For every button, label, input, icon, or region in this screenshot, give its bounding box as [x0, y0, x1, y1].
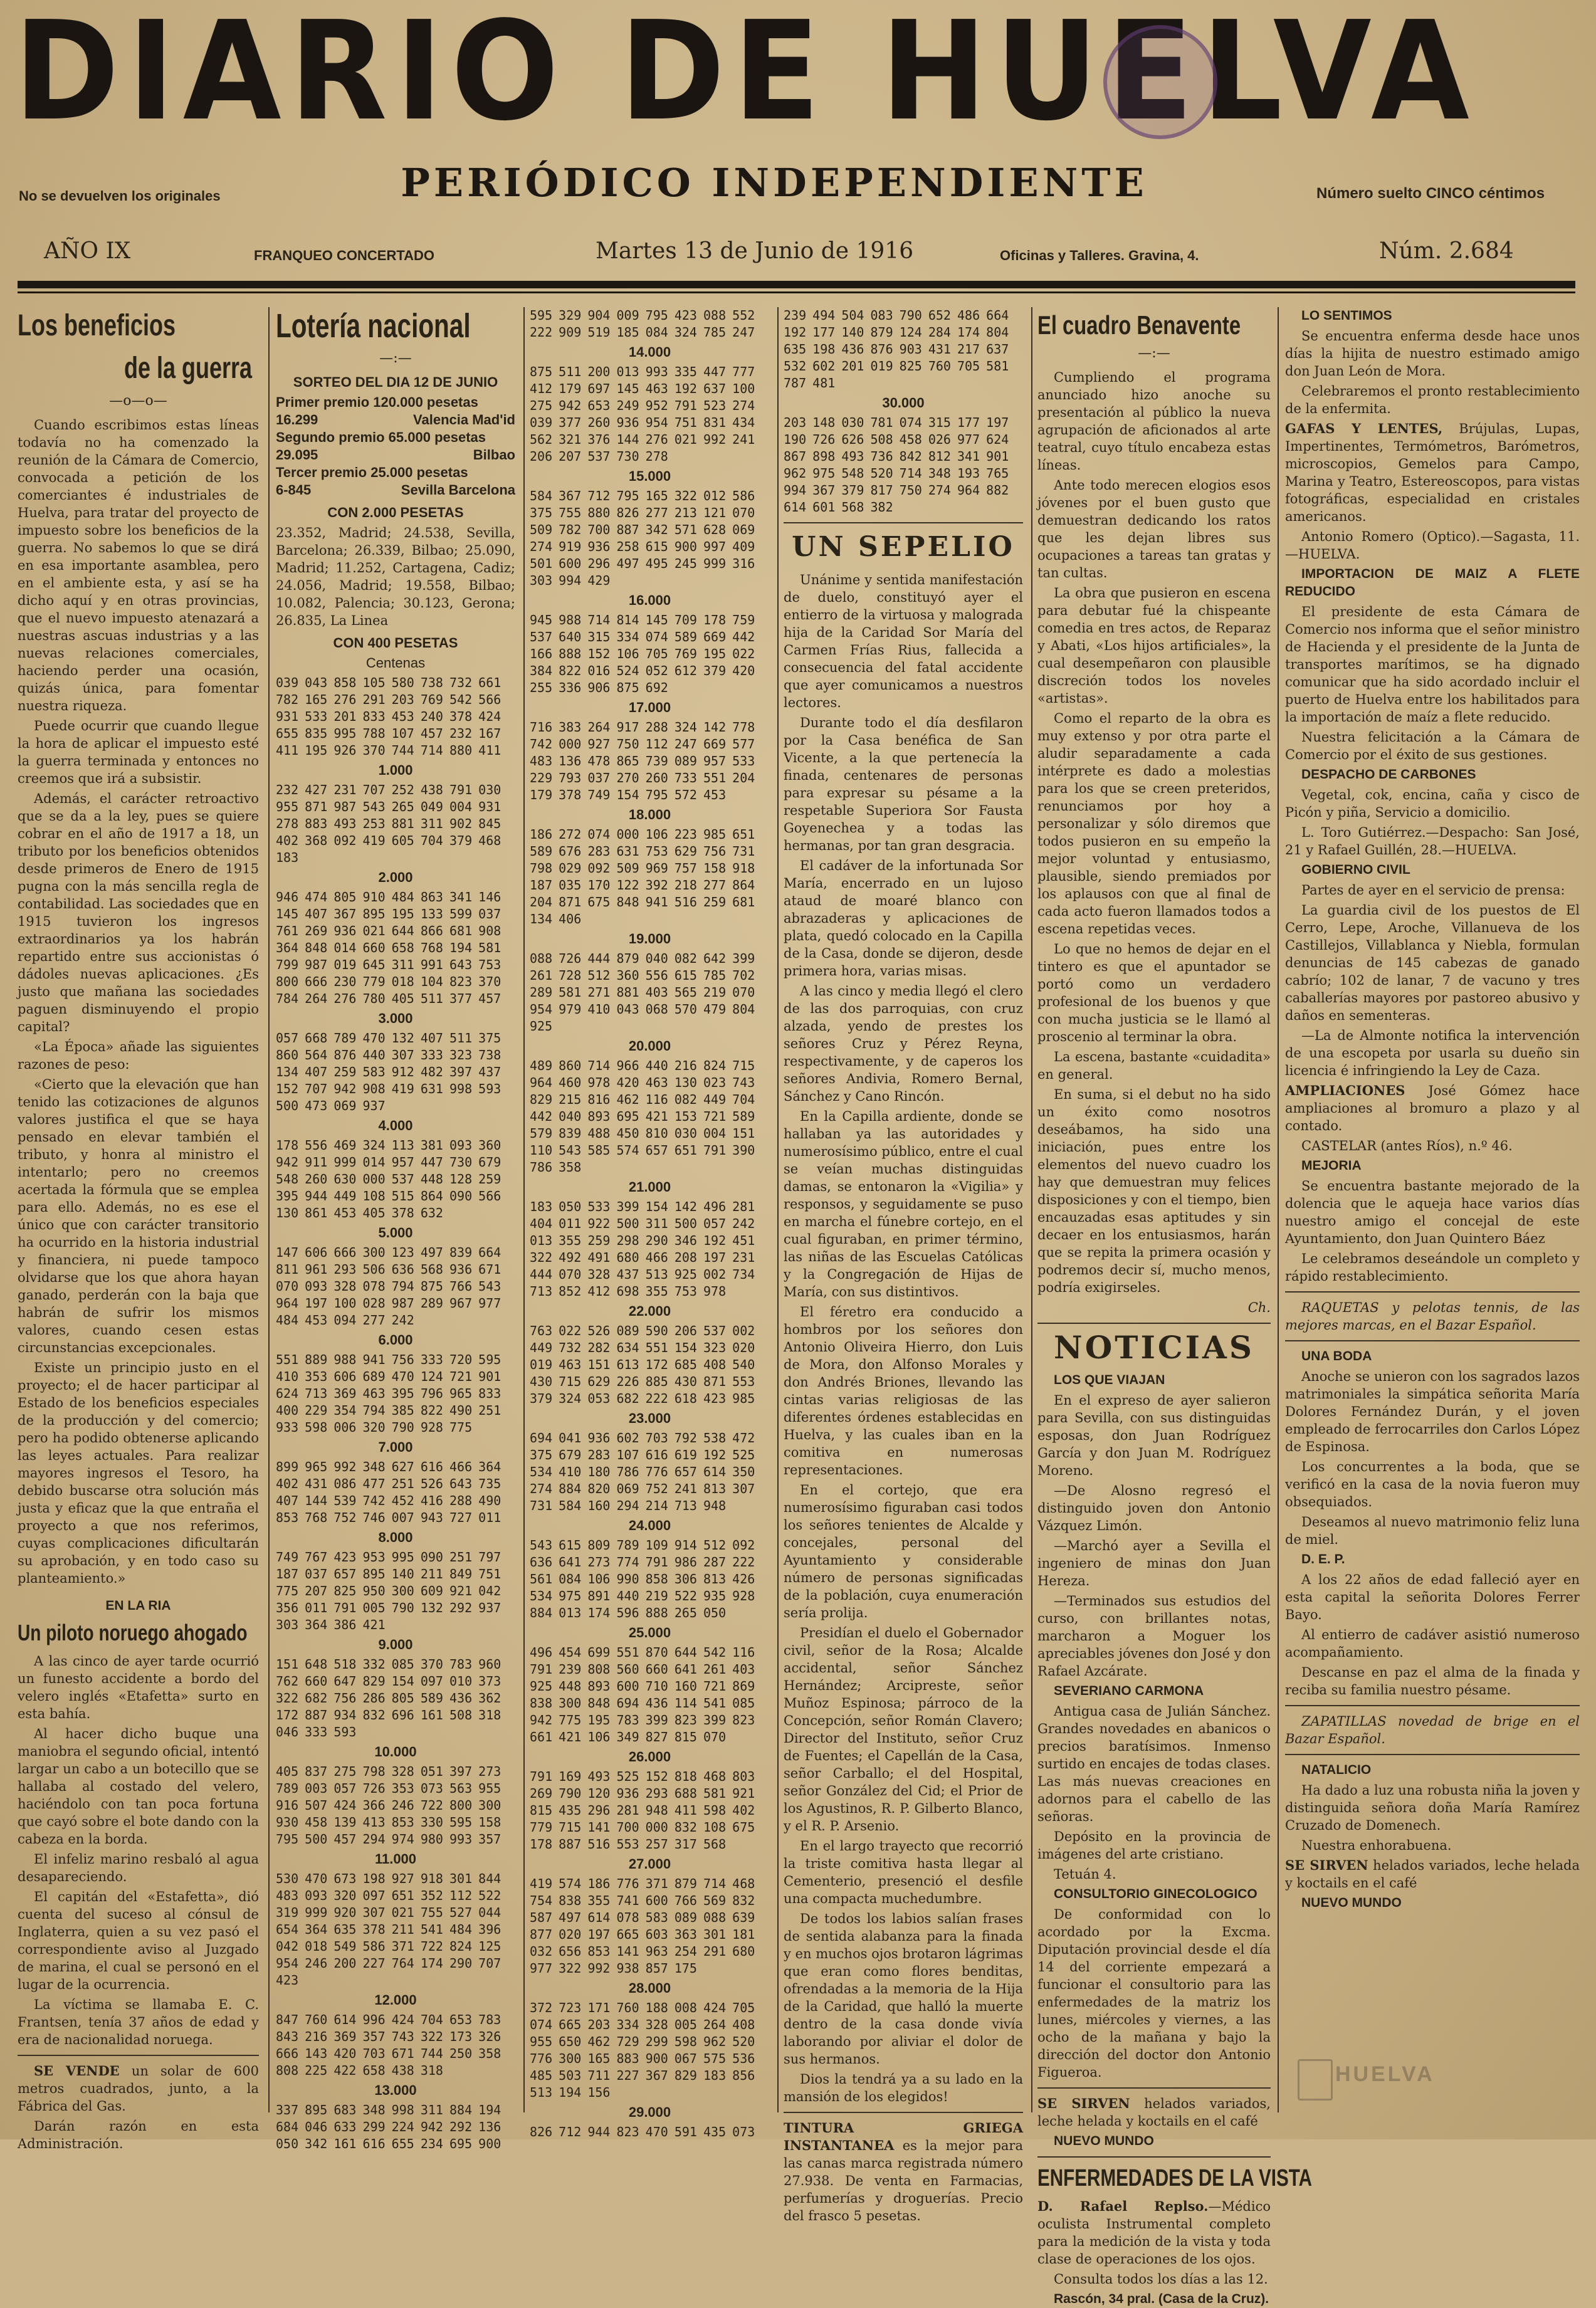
premio-row: [276, 446, 515, 464]
group-heading: 20.000: [628, 1038, 671, 1054]
number-block: 496 454 699 551 870 644 542 116 791 239 808 560 660 641 261 403 925 448 893 600 710 160 721 869 838 300 848 694 436 114 541 085 942 775 195 783 399 823 399 823 661 421 106 349 827 815 070: [530, 1645, 755, 1744]
paragraph: La guardia civil de los puestos de El Cerro, Lepe, Aroche, Villanueva de los Castillejos, Villablanca y Niebla, formulan denuncias de 145 cabezas de ganado cabrío; 102 de lanar, 7 de vacuno y tres caballerías mayores por pastoreo abusivo y daños en sementeras.: [1285, 903, 1580, 1023]
divider: [784, 2112, 1023, 2113]
section-heading: DESPACHO DE CARBONES: [1301, 767, 1476, 782]
premio-left: Tercer premio 25.000 pesetas: [276, 464, 468, 480]
ad-sirven: [1285, 1857, 1580, 1892]
ad-text: —Médico oculista Instrumental completo para la medición de la vista y toda clase de operaciones de los ojos.: [1037, 2199, 1271, 2267]
divider: [784, 522, 1023, 523]
section-heading: CON 2.000 PESETAS: [327, 505, 464, 520]
column-divider: [523, 307, 525, 2112]
premio-row: [276, 411, 515, 429]
ad-text: Darán razón en esta Administración.: [18, 2119, 259, 2151]
paragraph: Los concurrentes a la boda, que se verificó en la casa de la novia fueron muy obsequiados.: [1285, 1459, 1580, 1509]
number-block: 419 574 186 776 371 879 714 468 754 838 355 741 600 766 569 832 587 497 614 078 583 089 088 639 877 020 197 665 603 363 301 181 032 656 853 141 963 254 291 680 977 322 992 938 857 175: [530, 1876, 755, 1976]
number-block: 899 965 992 348 627 616 466 364 402 431 086 477 251 526 643 735 407 144 539 742 452 416 288 490 853 768 752 746 007 943 727 011: [276, 1459, 501, 1525]
premio-row: [276, 429, 515, 446]
ad-heading: TINTURA GRIEGA INSTANTANEA: [784, 2120, 1023, 2153]
premio-row: [276, 464, 515, 481]
column-3: [530, 307, 770, 2139]
masthead-rule: [18, 281, 1575, 288]
ad-text: helados variados, leche helada y koctails en el café: [1037, 2096, 1271, 2129]
paragraph: Durante todo el día desfilaron por la Casa benéfica de San Vicente, a la que pertenecía la finada, centenares de personas para expresar su pésame a la respetable Superiora Sor Fausta Goyenechea y a todas las hermanas, por tan gran desgracia.: [784, 715, 1023, 853]
paragraph: Se encuentra enferma desde hace unos días la hijita de nuestro estimado amigo don Juan León de Mora.: [1285, 328, 1580, 379]
number-block: 551 889 988 941 756 333 720 595 410 353 606 689 470 124 721 901 624 713 369 463 395 796 965 833 400 229 354 794 385 822 490 251 933 598 006 320 790 928 775: [276, 1352, 501, 1435]
article-title-line2: de la guerra: [124, 352, 253, 385]
divider: [1285, 1705, 1580, 1706]
ad-text: Tetuán 4.: [1054, 1867, 1116, 1882]
section-heading: CONSULTORIO GINECOLOGICO: [1054, 1887, 1257, 1901]
paragraph: —Terminados sus estudios del curso, con brillantes notas, marcharon a Moguer los apreciables jóvenes don José y don Rafael Azcárate.: [1037, 1593, 1271, 1679]
paragraph: Unánime y sentida manifestación de duelo, constituyó ayer el entierro de la virtuosa y malograda hija de la Caridad Sor María del Carmen Frías Rius, fallecida a consecuencia del fatal accidente que ayer comunicamos a nuestros lectores.: [784, 572, 1023, 710]
premio-left: 29.095: [276, 447, 318, 463]
number-block: 847 760 614 996 424 704 653 783 843 216 369 357 743 322 173 326 666 143 420 703 671 744 250 358 808 225 422 658 438 318: [276, 2012, 501, 2078]
number-block: 186 272 074 000 106 223 985 651 589 676 283 631 753 629 756 731 798 029 092 509 969 757 158 918 187 035 170 122 392 218 277 864 204 871 675 848 941 516 259 681 134 406: [530, 827, 755, 926]
paragraph: En el expreso de ayer salieron para Sevilla, con sus distinguidas esposas, don Juan Rodríguez García y don Juan M. Rodríguez Moreno.: [1037, 1393, 1271, 1478]
article-title: Un piloto noruego ahogado: [18, 1620, 248, 1645]
section-heading: LO SENTIMOS: [1301, 308, 1392, 323]
group-heading: 13.000: [374, 2082, 417, 2098]
ornament: —:—: [379, 350, 412, 366]
premio-row: [276, 394, 515, 411]
paragraph: Descanse en paz el alma de la finada y reciba su familia nuestro pésame.: [1285, 1665, 1580, 1697]
number-block: 763 022 526 089 590 206 537 002 449 732 282 634 551 154 323 020 019 463 151 613 172 685 408 540 430 715 629 226 885 430 871 553 379 324 053 682 222 618 423 985: [530, 1323, 755, 1406]
dateline: [19, 238, 1580, 276]
number-block: 057 668 789 470 132 407 511 375 860 564 876 440 307 333 323 738 134 407 259 583 912 482 397 437 152 707 942 908 419 631 998 593 500 473 069 937: [276, 1031, 501, 1113]
article-title: Los beneficios: [18, 309, 176, 342]
ad-heading: GAFAS Y LENTES,: [1285, 421, 1443, 436]
ad-sirven: [1037, 2095, 1271, 2130]
number-block: 530 470 673 198 927 918 301 844 483 093 320 097 651 352 112 522 319 999 920 307 021 755 527 044 654 364 635 378 211 541 484 396 042 018 549 586 371 722 824 125 954 246 200 227 764 174 290 707 423: [276, 1871, 501, 1988]
group-heading: 24.000: [628, 1518, 671, 1533]
group-heading: 18.000: [628, 807, 671, 822]
centenas-heading: Centenas: [365, 655, 426, 671]
paragraph: —Marchó ayer a Sevilla el ingeniero de minas don Juan Hereza.: [1037, 1538, 1271, 1588]
number-block: 826 712 944 823 470 591 435 073: [530, 2124, 755, 2139]
group-heading: 23.000: [628, 1410, 671, 1426]
paragraph: Como el reparto de la obra es muy extenso y por otra parte el aludir separadamente a cada intérprete es dado a molestias para los que se creen preteridos, renunciamos por hoy a personalizar y sólo diremos que todos pusieron en su empeño la mejor voluntad y entusiasmo, plausible, siendo premiados por los aplausos con que al final de cada acto fueron llamados todos a escena repetidas veces.: [1037, 711, 1271, 936]
group-heading: 6.000: [378, 1332, 413, 1348]
ad-text: Depósito en la provincia de imágenes del arte cristiano.: [1037, 1829, 1271, 1862]
number-block: 749 767 423 953 995 090 251 797 187 037 657 895 140 211 849 751 775 207 825 950 300 609 921 042 356 011 791 005 790 132 292 937 303 364 386 421: [276, 1550, 501, 1632]
signature: Ch.: [1247, 1300, 1271, 1315]
ad-text: José Gómez hace ampliaciones al bromuro a plazo y al contado.: [1285, 1083, 1580, 1133]
number-block: 791 169 493 525 152 818 468 803 269 790 120 936 293 688 581 921 815 435 296 281 948 411 598 402 779 715 141 700 000 832 108 675 178 887 516 553 257 317 568: [530, 1769, 755, 1852]
ad-heading: SE VENDE: [34, 2063, 120, 2079]
ad-se-vende: [18, 2062, 259, 2115]
premio-left: Segundo premio 65.000 pesetas: [276, 429, 486, 445]
paragraph: De conformidad con lo acordado por la Excma. Diputación provincial desde el día 14 del corriente empezará a funcionar el consultorio para las enfermedades de la matriz los lunes, miércoles y viernes, a las ocho de la mañana y bajo la dirección del doctor don Antonio Figueroa.: [1037, 1907, 1271, 2080]
ornament: —:—: [1138, 345, 1170, 361]
ad-raquetas: RAQUETAS y pelotas tennis, de las mejores marcas, en el Bazar Español.: [1285, 1300, 1580, 1333]
group-heading: 29.000: [628, 2104, 671, 2120]
group-heading: 12.000: [374, 1992, 417, 2008]
paragraph: A los 22 años de edad falleció ayer en esta capital la señorita Dolores Ferrer Bayo.: [1285, 1572, 1580, 1622]
premios-list: [276, 394, 515, 499]
premio-right: Bilbao: [473, 447, 515, 463]
paragraph: En la Capilla ardiente, donde se hallaban ya las autoridades y numerosísimo público, entre el cual se veían muchas distinguidas damas, se entonaron la «Vigilia» y responsos, y seguidamente se puso en marcha el fúnebre cortejo, en el cual figuraban, en primer término, las niñas de las Escuelas Católicas y la Congregación de Hijas de María, con sus distintivos.: [784, 1109, 1023, 1299]
group-heading: 27.000: [628, 1856, 671, 1872]
paragraph: Anoche se unieron con los sagrados lazos matrimoniales la simpática señorita María Dolores Fernández Durán, y el joven empleado de ferrocarriles don Carlos López de Espinosa.: [1285, 1369, 1580, 1454]
group-heading: 1.000: [378, 762, 413, 778]
ad-address: Rascón, 34 pral. (Casa de la Cruz).: [1054, 2292, 1269, 2306]
ad-heading: NUEVO MUNDO: [1301, 1896, 1402, 1910]
paragraph: Ha dado a luz una robusta niña la joven y distinguida señora doña María Ramírez Cruzado de Domenech.: [1285, 1783, 1580, 1833]
group-heading: 19.000: [628, 931, 671, 947]
column-2: [276, 307, 515, 2151]
paragraph: Puede ocurrir que cuando llegue la hora de aplicar el impuesto esté la guerra terminada y entonces no creemos que irá a subsistir.: [18, 718, 259, 786]
ad-heading: AMPLIACIONES: [1285, 1083, 1405, 1098]
premio-right: Valencia Mad'id: [413, 412, 515, 428]
number-block: 372 723 171 760 188 008 424 705 074 665 203 334 328 005 264 408 955 650 462 729 299 598 962 520 776 300 165 883 900 067 575 536 485 503 711 227 367 829 183 856 513 194 156: [530, 2000, 755, 2100]
column-4: [784, 307, 1023, 2223]
sepelio-article: [784, 571, 1023, 2106]
divider: [1285, 1340, 1580, 1341]
paragraph: De todos los labios salían frases de sentida alabanza para la finada y en muchos ojos brotaron lágrimas que eran como flores benditas, ofrendadas a la memoria de la Hija de la Caridad, que halló la muerte dentro de la casa donde vivía laborando por aliviar el dolor de sus hermanos.: [784, 1911, 1023, 2067]
paragraph: La víctima se llamaba E. C. Frantsen, tenía 37 años de edad y era de nacionalidad noruega.: [18, 1997, 259, 2047]
paragraph: Dios la tendrá ya a su lado en la mansión de los elegidos!: [784, 2072, 1023, 2104]
paragraph: La escena, bastante «cuidadita» en general.: [1037, 1049, 1271, 1082]
group-heading: 28.000: [628, 1980, 671, 1996]
paragraph: «Cierto que la elevación que han tenido las cotizaciones de algunos valores justifica el que se haya pensado en elevar también el tributo, y honra al ministro el intentarlo; pero no creemos acertada la fórmula que se emplea para ello. Además, no es ese el único que con carácter transitorio ha ocurrido en la historia industrial y financiera, ni puede tampoco olvidarse que los que ahora hayan ganado, perderán con la baja que habrán de sufrir los mismos valores, cuando cesen estas circunstancias excepcionales.: [18, 1077, 259, 1355]
number-block: 088 726 444 879 040 082 642 399 261 728 512 360 556 615 785 702 289 581 271 881 403 565 219 070 954 979 410 043 068 570 479 804 925: [530, 951, 755, 1034]
paragraph: Celebraremos el pronto restablecimiento de la enfermita.: [1285, 384, 1580, 416]
number-block: 945 988 714 814 145 709 178 759 537 640 315 334 074 589 669 442 166 888 152 106 705 769 195 022 384 822 016 524 052 612 379 420 255 336 906 875 692: [530, 612, 755, 695]
paragraph: 23.352, Madrid; 24.538, Sevilla, Barcelona; 26.339, Bilbao; 25.090, Madrid; 11.252, Cartagena, Cadiz; 24.056, Madrid; 19.558, Bilbao; 10.082, Palencia; 30.123, Gerona; 26.835, La Linea: [276, 525, 515, 628]
column-5: [1037, 307, 1313, 2306]
number-block: 203 148 030 781 074 315 177 197 190 726 626 508 458 026 977 624 867 898 493 736 842 812 341 901 962 975 548 520 714 348 193 765 994 367 379 817 750 274 964 882 614 601 568 382: [784, 415, 1009, 515]
number-block: 183 050 533 399 154 142 496 281 404 011 922 500 311 500 057 242 013 355 259 298 290 346 192 451 322 492 491 680 466 208 197 231 444 070 328 437 513 925 002 734 713 852 412 698 355 753 978: [530, 1199, 755, 1299]
number-block: 584 367 712 795 165 322 012 586 375 755 880 826 277 213 121 070 509 782 700 887 342 571 628 069 274 919 936 258 615 900 997 409 501 600 296 497 495 245 999 316 303 994 429: [530, 488, 755, 588]
number-block: 875 511 200 013 993 335 447 777 412 179 697 145 463 192 637 100 275 942 653 249 952 791 523 274 039 377 260 936 954 751 831 434 562 321 376 144 276 021 992 241 206 207 537 730 278: [530, 364, 755, 464]
section-title: NOTICIAS: [1054, 1329, 1254, 1366]
group-heading: 25.000: [628, 1625, 671, 1640]
group-heading: 22.000: [628, 1303, 671, 1319]
section-heading: GOBIERNO CIVIL: [1301, 863, 1410, 877]
lottery-groups: [276, 762, 515, 2153]
divider: [1037, 2156, 1271, 2158]
number-block: 489 860 714 966 440 216 824 715 964 460 978 420 463 130 023 743 829 215 816 462 116 082 449 704 442 040 893 695 421 153 721 589 579 839 488 450 810 030 004 151 110 543 585 574 657 651 791 390 786 358: [530, 1058, 755, 1175]
number-block: 543 615 809 789 109 914 512 092 636 641 273 774 791 986 287 222 561 084 106 990 858 306 813 426 534 975 891 440 219 522 935 928 884 013 174 596 888 265 050: [530, 1538, 755, 1620]
column-divider: [1031, 307, 1032, 2112]
premio-right: Sevilla Barcelona: [401, 482, 515, 498]
paragraph: Partes de ayer en el servicio de prensa:: [1301, 883, 1565, 898]
paragraph: Al hacer dicho buque una maniobra el segundo oficial, intentó largar un cabo a un botecillo que se hallaba al costado del velero, haciéndolo con tan poca fortuna que cayó sobre el bote dando con la cabeza en la borda.: [18, 1726, 259, 1847]
number-block: 151 648 518 332 085 370 783 960 762 660 647 829 154 097 010 373 322 682 756 286 805 589 436 362 172 887 934 832 696 161 508 318 046 333 593: [276, 1657, 501, 1739]
ad-text: helados variados, leche helada y koctails en el café: [1285, 1858, 1580, 1891]
group-heading: 16.000: [628, 592, 671, 608]
paragraph: Al entierro de cadáver asistió numeroso acompañamiento.: [1285, 1627, 1580, 1660]
paragraph: A las cinco y media llegó el clero de las dos parroquias, con cruz alzada, yendo de prestes los señores Cruz y Pérez Reyna, respectivamente, y de caperos los señores Andivia, Romero Bernal, Sánchez y Cano Rincón.: [784, 984, 1023, 1104]
column-1: [18, 307, 259, 2151]
paragraph: «La Época» añade las siguientes razones de peso:: [18, 1039, 259, 1072]
group-heading: 7.000: [378, 1439, 413, 1455]
ad-text: es la mejor para las canas marca registrada número 27.938. De venta en Farmacias, perfumerías y droguerías. Precio del frasco 5 pesetas.: [784, 2138, 1023, 2223]
number-block: 337 895 683 348 998 311 884 194 684 046 633 299 224 942 292 136 050 342 161 616 655 234 695 900: [276, 2102, 501, 2151]
paragraph: —La de Almonte notifica la intervención de una escopeta por usarla su dueño sin licencia é infringiendo la Ley de Caza.: [1285, 1028, 1580, 1078]
paragraph: Ante todo merecen elogios esos jóvenes por el buen gusto que demuestran dedicando los ratos que les dejan libres sus ocupaciones a tareas tan gratas y tan cultas.: [1037, 478, 1271, 580]
paragraph: El capitán del «Estafetta», dió cuenta del suceso al cónsul de Inglaterra, quien a su vez pasó el correspondiente aviso al Juzgado de marina, el cual se personó en el lugar de la ocurrencia.: [18, 1889, 259, 1992]
viajan-list: [1037, 1392, 1271, 1680]
group-heading: 11.000: [374, 1851, 417, 1867]
paragraph: Se encuentra bastante mejorado de la dolencia que le aqueja hace varios días nuestro amigo el concejal de este Ayuntamiento, don Juan Quintero Báez: [1285, 1178, 1580, 1246]
group-heading: 9.000: [378, 1637, 413, 1652]
section-heading: EN LA RIA: [105, 1598, 171, 1613]
paragraph: El presidente de esta Cámara de Comercio nos informa que el señor ministro de Hacienda y el presidente de la Junta de transportes marítimos, se ha dignado comunicar que ha sido acordado incluir el puerto de Huelva entre los habilitados para la importación de maíz a flete reducido.: [1285, 604, 1580, 725]
group-heading: 21.000: [628, 1179, 671, 1195]
benavente-article: [1037, 369, 1271, 1296]
ad-gafas: [1285, 420, 1580, 525]
number-block: 946 474 805 910 484 863 341 146 145 407 367 895 195 133 599 037 761 269 936 021 644 866 681 908 364 848 014 660 658 768 194 581 799 987 019 645 311 991 643 753 800 666 230 779 018 104 823 370 784 264 276 780 405 511 377 457: [276, 889, 501, 1006]
paragraph: El infeliz marino resbaló al agua desapareciendo.: [18, 1852, 259, 1884]
number-block: 405 837 275 798 328 051 397 273 789 003 057 726 353 073 563 955 916 507 424 366 246 722 800 300 930 458 139 413 853 330 595 158 795 500 457 294 974 980 993 357: [276, 1764, 501, 1847]
number-block: 239 494 504 083 790 652 486 664 192 177 140 879 124 284 174 804 635 198 436 876 903 431 217 637 532 602 201 019 825 760 705 581 787 481: [784, 308, 1009, 391]
group-heading: 30.000: [882, 395, 925, 411]
paragraph: —De Alosno regresó el distinguido joven don Antonio Vázquez Limón.: [1037, 1483, 1271, 1533]
group-heading: 2.000: [378, 869, 413, 885]
article-title: UN SEPELIO: [792, 531, 1015, 563]
paragraph: Además, el carácter retroactivo que se da a la ley, pues se quiere cobrar en el año de 1917 a 18, un tributo por los beneficios obtenidos desde primeros de Enero de 1915 pugna con la más sencilla regla de contabilidad. Las sociedades que en 1915 tuvieron los ingresos extraordinarios ya los habrán repartido entre sus accionistas ó dádoles nuevas aplicaciones. ¿Es justo que mañana las sociedades paguen disminuyendo el propio capital?: [18, 791, 259, 1034]
premio-left: 6-845: [276, 482, 312, 498]
paragraph: L. Toro Gutiérrez.—Despacho: San José, 21 y Rafael Guillén, 28.—HUELVA.: [1285, 825, 1580, 858]
ad-text: Consulta todos los días a las 12.: [1054, 2272, 1268, 2287]
divider: [18, 2055, 259, 2056]
paragraph: El féretro era conducido a hombros por los señores don Antonio Oliveira Hierro, don Luis de Mora, don Alfonso Morales y don Andrés Briones, llevando las cintas varias religiosas de las diferentes órdenes establecidas en Huelva, y las cuales iban en la comitiva en numerosas representaciones.: [784, 1304, 1023, 1477]
premio-row: [276, 481, 515, 499]
ornament: —o—o—: [109, 393, 167, 409]
masthead-subtitle: PERIÓDICO INDEPENDIENTE: [401, 160, 1148, 206]
paragraph: En el largo trayecto que recorrió la triste comitiva hasta llegar al Cementerio, presenció el desfile una compacta muchedumbre.: [784, 1839, 1023, 1906]
ad-ampliaciones: [1285, 1082, 1580, 1135]
section-heading: UNA BODA: [1301, 1349, 1372, 1363]
ad-tintura: [784, 2119, 1023, 2225]
ad-text: Antonio Romero (Optico).—Sagasta, 11.—HUELVA.: [1285, 529, 1580, 562]
group-heading: 3.000: [378, 1010, 413, 1026]
section-heading: LOS QUE VIAJAN: [1054, 1373, 1165, 1387]
ad-text: Brújulas, Lupas, Impertinentes, Termómetros, Barómetros, microscopios, Gemelos para Campo, Marina y Teatro, Estereoscopos, para vistas fotográficas, especialidad en cristales americanos.: [1285, 421, 1580, 524]
column-divider: [777, 307, 779, 2112]
paragraph: En el cortejo, que era numerosísimo figuraban casi todos los señores tenientes de Alcalde y concejales, personal del Ayuntamiento y considerable número de personas significadas de la población, cuya enumeración sería prolija.: [784, 1482, 1023, 1620]
numero-suelto-note: Número suelto CINCO céntimos: [1316, 185, 1545, 202]
group-heading: 8.000: [378, 1529, 413, 1545]
number-block: 595 329 904 009 795 423 088 552 222 909 519 185 084 324 785 247: [530, 308, 755, 340]
ad-title: ENFERMEDADES DE LA VISTA: [1037, 2165, 1313, 2191]
ad-text: un solar de 600 metros cuadrados, junto, a la Fábrica del Gas.: [18, 2064, 259, 2114]
issue-number: Núm. 2.684: [1379, 238, 1514, 264]
archive-watermark: HUELVA: [1335, 2062, 1435, 2086]
section-heading: D. E. P.: [1301, 1552, 1345, 1566]
franqueo-label: FRANQUEO CONCERTADO: [254, 248, 435, 263]
ad-text: Antigua casa de Julián Sánchez. Grandes novedades en abanicos o precios baratísimos. Inmenso surtido en encajes de todas clases. Las más nuevas creaciones en adornos para el cabello de las señoras.: [1037, 1704, 1271, 1824]
section-heading: NATALICIO: [1301, 1763, 1372, 1777]
paragraph: Nuestra felicitación a la Cámara de Comercio por el éxito de sus gestiones.: [1285, 730, 1580, 762]
number-block: 232 427 231 707 252 438 791 030 955 871 987 543 265 049 004 931 278 883 493 253 881 311 902 845 402 368 092 419 605 704 379 468 183: [276, 782, 501, 865]
year-label: AÑO IX: [44, 238, 131, 264]
number-block: 716 383 264 917 288 324 142 778 742 000 927 750 112 247 669 577 483 136 478 865 739 089 957 533 229 793 037 270 260 733 551 204 179 378 749 154 795 572 453: [530, 720, 755, 802]
section-heading: IMPORTACION DE MAIZ A FLETE REDUCIDO: [1285, 567, 1580, 599]
paragraph: Deseamos al nuevo matrimonio feliz luna de miel.: [1285, 1514, 1580, 1547]
number-block: 178 556 469 324 113 381 093 360 942 911 999 014 957 447 730 679 548 260 630 000 537 448 128 259 395 944 449 108 515 864 090 566 130 861 453 405 378 632: [276, 1138, 501, 1220]
lottery-groups: [530, 344, 770, 2141]
paragraph: Cumpliendo el programa anunciado hizo anoche su presentación al público la nueva agrupación de aficionados al arte teatral, cuyo título encabeza estas líneas.: [1037, 370, 1271, 473]
group-heading: 14.000: [628, 344, 671, 360]
ad-zapatillas: ZAPATILLAS novedad de brige en el Bazar Español.: [1285, 1714, 1580, 1746]
paragraph: El cadáver de la infortunada Sor María, encerrado en un lujoso ataud de moaré blanco con abrazaderas y aplicaciones de plata, quedó colocado en la Capilla de la Casa, donde se dijeron, desde primera hora, varias misas.: [784, 858, 1023, 978]
paragraph: Nuestra enhorabuena.: [1301, 1838, 1452, 1853]
ad-heading: NUEVO MUNDO: [1054, 2134, 1154, 2148]
library-stamp-icon: [1103, 25, 1217, 139]
oficinas-label: Oficinas y Talleres. Gravina, 4.: [1000, 248, 1199, 263]
sorteo-heading: SORTEO DEL DIA 12 DE JUNIO: [293, 374, 498, 390]
group-heading: 4.000: [378, 1118, 413, 1133]
column-divider: [1278, 307, 1279, 2112]
paragraph: Vegetal, cok, encina, caña y cisco de Picón y piña, Servicio a domicilio.: [1285, 787, 1580, 820]
masthead-title: DIARIO DE HUELVA: [14, 0, 1478, 151]
number-block: 147 606 666 300 123 497 839 664 811 961 293 506 636 568 936 671 070 093 328 078 794 875 766 543 964 197 100 028 987 289 967 977 484 453 094 277 242: [276, 1245, 501, 1328]
ad-heading: D. Rafael Replso.: [1037, 2198, 1209, 2214]
no-devuelven-note: No se devuelven los originales: [19, 188, 221, 204]
ad-heading: SE SIRVEN: [1037, 2096, 1130, 2111]
premio-left: 16.299: [276, 412, 318, 428]
ad-vista: [1037, 2198, 1271, 2268]
masthead-rule-thin: [18, 291, 1575, 293]
group-heading: 5.000: [378, 1225, 413, 1241]
paragraph: La obra que pusieron en escena para debutar fué la chispeante comedia en tres actos, de Reparaz y Abati, «Los hijos artificiales», la cual desempeñaron con plausible discreción todos los noveles «artistas».: [1037, 585, 1271, 706]
number-block: 039 043 858 105 580 738 732 661 782 165 276 291 203 769 542 566 931 533 201 833 453 240 378 424 655 835 995 788 107 457 232 167 411 195 926 370 744 714 880 411: [276, 675, 501, 758]
article-title: Lotería nacional: [276, 307, 471, 345]
group-heading: 17.000: [628, 700, 671, 715]
group-heading: 26.000: [628, 1749, 671, 1765]
group-heading: 10.000: [374, 1744, 417, 1760]
group-heading: 15.000: [628, 468, 671, 484]
section-heading: CON 400 PESETAS: [333, 635, 458, 651]
paragraph: Lo que no hemos de dejar en el tintero es que el apuntador se portó como un verdadero profesional de los buenos y que con mucha justicia se le llamó al proscenio al terminar la obra.: [1037, 942, 1271, 1044]
divider: [1285, 1754, 1580, 1755]
divider: [1285, 1291, 1580, 1293]
paragraph: Cuando escribimos estas líneas todavía no ha comenzado la reunión de la Cámara de Comercio, convocada a petición de los comerciantes é industriales de Huelva, para tratar del proyecto de impuesto sobre los beneficios de la guerra. No sabemos lo que se dirá en esa importante asamblea, pero en el ambiente esta, y así se ha dicho aquí y en otras provincias, que el nuevo impuesto atenazará a nuestras ascuas industrias y a las nuevas relaciones comerciales, haciendo perder una ocasión, quizás única, para fomentar nuestra riqueza.: [18, 417, 259, 713]
paragraph: En suma, si el debut no ha sido un éxito como nosotros deseábamos, ha sido una iniciación, pues entre los elementos del nuevo cuadro los hay que demuestran muy felices disposiciones y con el tiempo, bien encauzadas esas aptitudes y sin decaer en los entusiasmos, harán que se repita la primera ocasión y podremos decir sí, mucho menos, podría exigirseles.: [1037, 1087, 1271, 1295]
divider: [1037, 1323, 1271, 1324]
ad-heading: SE SIRVEN: [1285, 1857, 1368, 1873]
column-6: [1285, 307, 1580, 2112]
article-title: El cuadro Benavente: [1037, 310, 1241, 340]
section-heading: MEJORIA: [1301, 1158, 1362, 1173]
paragraph: Presidían el duelo el Gobernador civil, señor de la Rosa; Alcalde accidental, señor Sánchez Hernández; Arcipreste, señor Muñoz Espinosa; párroco de la Concepción, señor Román Clavero; Director del Instituto, señor Cruz de Fuentes; el Capellán de la Casa, señor Carballo; el del Hospital, señor González del Cid; el Prior de los Agustinos, R. P. Gilberto Blanco, y el R. P. Arsenio.: [784, 1625, 1023, 1833]
column-divider: [268, 307, 270, 2112]
number-block: 694 041 936 602 703 792 538 472 375 679 283 107 616 619 192 525 534 410 180 786 776 657 614 350 274 884 820 069 752 241 813 307 731 584 160 294 214 713 948: [530, 1430, 755, 1513]
paragraph: Le celebramos deseándole un completo y rápido restablecimiento.: [1285, 1251, 1580, 1284]
issue-date: Martes 13 de Junio de 1916: [596, 238, 914, 264]
archive-logo-icon: [1298, 2059, 1333, 2101]
ad-heading: SEVERIANO CARMONA: [1054, 1684, 1204, 1698]
paragraph: CASTELAR (antes Ríos), n.º 46.: [1301, 1138, 1513, 1153]
paragraph: Existe un principio justo en el proyecto; el de hacer participar al Estado de los beneficios especiales de la producción y del comercio; pero ha podido obtenerse aplicando las leyes actuales. Para realizar mayores ingresos el Tesoro, ha debido buscarse otra solución más justa y eficaz que la que entraña el proyecto a que nos referimos, cuyas complicaciones dificultarán su aprobación, y en todo caso su planteamiento.»: [18, 1360, 259, 1586]
divider: [1037, 2087, 1271, 2089]
premio-left: Primer premio 120.000 pesetas: [276, 394, 478, 410]
paragraph: A las cinco de ayer tarde ocurrió un funesto accidente a bordo del velero inglés «Etafetta» surto en esta bahía.: [18, 1654, 259, 1721]
